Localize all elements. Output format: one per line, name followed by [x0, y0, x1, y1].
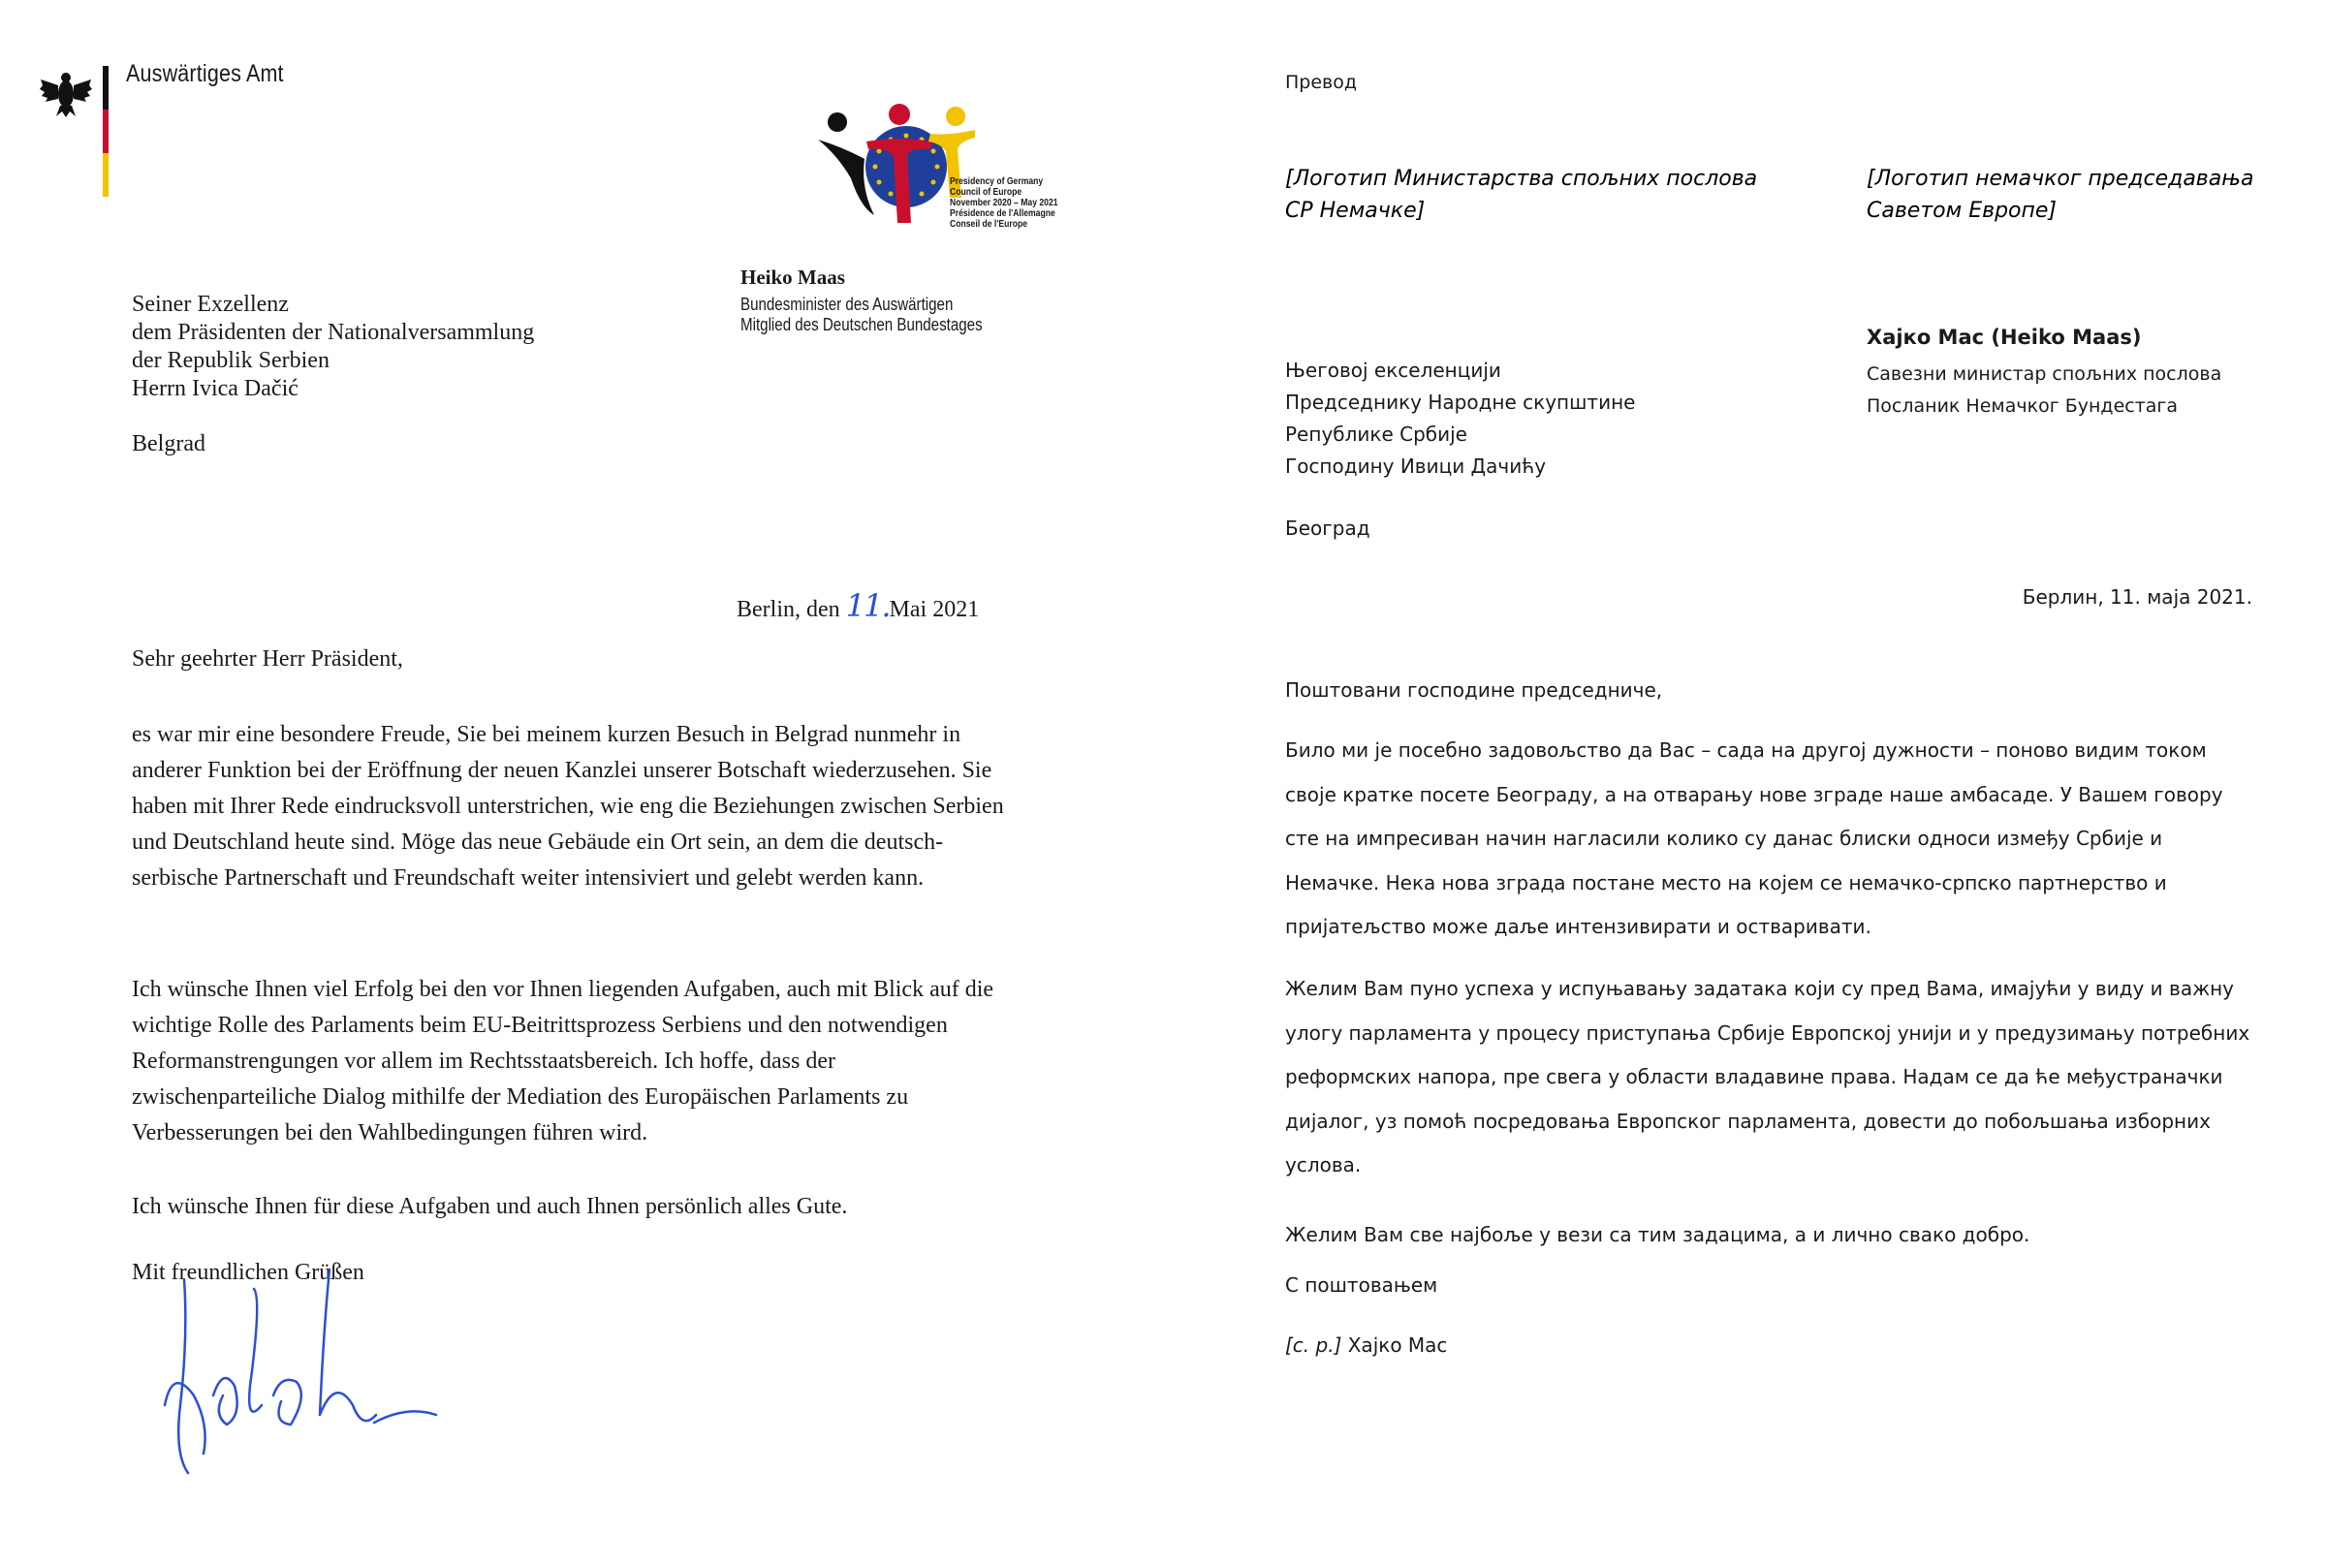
sender-name: Хајко Мас (Heiko Maas): [1867, 326, 2142, 349]
presidency-caption: Presidency of Germany Council of Europe November 2020 – May 2021 Présidence de l'Allemagne Conseil de l'Europe: [950, 175, 1058, 230]
sender-role: Bundesminister des Auswärtigen Mitglied des Deutschen Bundestages: [740, 295, 983, 334]
sender-role: Савезни министар спољних послова Посланик Немачког Бундестага: [1867, 363, 2222, 417]
signature-mark: [с. р.]: [1285, 1333, 1342, 1357]
body-paragraph: Желим Вам пуно успеха у испуњавању задатака који су пред Вама, имајући у виду и важну улогу парламента у процесу приступања Србије Европској унији и у предузимању потребних реформских напора, пре свега у области владавине права. Надам се да ће међустраначки дијалог, уз помоћ посредовања Европског парламента, довести до побољшања изборних услова.: [1285, 977, 2250, 1176]
signature-line: [1285, 1333, 1447, 1357]
closing: Mit freundlichen Grüßen: [132, 1260, 364, 1285]
recipient-city: Belgrad: [132, 431, 205, 456]
signature: [145, 1260, 465, 1483]
recipient-address: Seiner Exzellenz dem Präsidenten der Nationalversammlung der Republik Serbien Herrn Ivica Dačić: [132, 292, 535, 401]
body-paragraph: Желим Вам све најбоље у вези са тим задацима, а и лично свако добро.: [1285, 1223, 2030, 1246]
handwritten-day: 11.: [845, 587, 890, 624]
logo-note-presidency: [Логотип немачког председавања Саветом Европе]: [1867, 167, 2254, 223]
closing: С поштовањем: [1285, 1273, 1438, 1297]
body-paragraph: Било ми је посебно задовољство да Вас – сада на другој дужности – поново видим током своје кратке посете Београду, а на отварању нове зграде наше амбасаде. У Вашем говору сте на импресиван начин нагласили колико су данас блиски односи између Србије и Немачке. Нека нова зграда постане место на којем се немачко-српско партнерство и пријатељство може даље интензивирати и остваривати.: [1285, 738, 2223, 938]
original-letter-page: [0, 0, 1153, 1568]
salutation: Sehr geehrter Herr Präsident,: [132, 646, 403, 672]
body-paragraph: Ich wünsche Ihnen für diese Aufgaben und auch Ihnen persönlich alles Gute.: [132, 1194, 848, 1219]
sender-name: Heiko Maas: [740, 266, 845, 289]
recipient-address: Његовој екселенцији Председнику Народне скупштине Републике Србије Господину Ивици Дачићу: [1285, 359, 1636, 478]
federal-eagle-icon: [39, 64, 93, 118]
recipient-city: Београд: [1285, 517, 1370, 540]
logo-note-ministry: [Логотип Министарства спољних послова СР Немачке]: [1285, 167, 1758, 223]
body-paragraph: Ich wünsche Ihnen viel Erfolg bei den vor Ihnen liegenden Aufgaben, auch mit Blick auf die wichtige Rolle des Parlaments beim EU-Beitrittsprozess Serbiens und den notwendigen Reformanstrengungen vor allem im Rechtsstaatsbereich. Ich hoffe, dass der zwischenparteiliche Dialog mithilfe der Mediation des Europäischen Parlaments zu Verbesserungen bei den Wahlbedingungen führen wird.: [132, 977, 994, 1145]
brand-name: Auswärtiges Amt: [126, 60, 284, 87]
translation-page: [1153, 0, 2326, 1568]
body-paragraph: es war mir eine besondere Freude, Sie bei meinem kurzen Besuch in Belgrad nunmehr in anderer Funktion bei der Eröffnung der neuen Kanzlei unserer Botschaft wiederzusehen. Sie haben mit Ihrer Rede eindrucksvoll unterstrichen, wie eng die Beziehungen zwischen Serbien und Deutschland heute sind. Möge das neue Gebäude ein Ort sein, an dem die deutsch-serbische Partnerschaft und Freundschaft weiter intensiviert und gelebt werden kann.: [132, 722, 1004, 891]
signature-name: Хајко Мас: [1347, 1333, 1448, 1357]
translation-label: Превод: [1285, 72, 1357, 93]
salutation: Поштовани господине председниче,: [1285, 678, 1663, 702]
german-flag-bar: [103, 66, 109, 198]
letter-date: Берлин, 11. маја 2021.: [2022, 585, 2252, 609]
letter-date: Berlin, den 11.Mai 2021: [737, 587, 980, 624]
